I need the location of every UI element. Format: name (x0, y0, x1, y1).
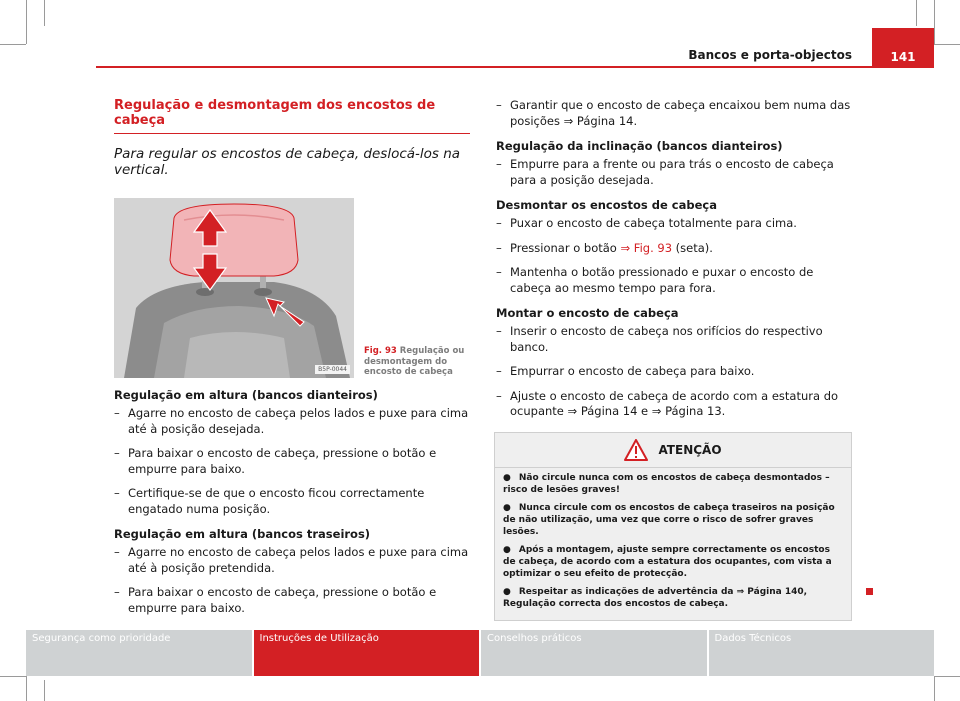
list-item: – Certifique-se de que o encosto ficou correctamente engatado numa posição. (114, 486, 470, 517)
figure-code: B5P-0044 (315, 365, 350, 374)
warning-item-text: Não circule nunca com os encostos de cabeça desmontados – risco de lesões graves! (503, 472, 830, 495)
warning-item (495, 472, 851, 496)
item-text: Pressionar o botão (510, 240, 621, 255)
warning-item (495, 544, 851, 580)
list-item: – Empurrar o encosto de cabeça para baixo. (496, 364, 854, 380)
crop-mark (44, 680, 45, 701)
warning-item-text: Após a montagem, ajuste sempre correctamente os encostos de cabeça, de acordo com a estatura dos ocupantes, com vista a optimizar o seu efeito de protecção. (503, 544, 832, 579)
headrest-illustration (114, 198, 354, 378)
crop-mark (26, 0, 27, 44)
inclination-heading: Regulação da inclinação (bancos dianteiros) (496, 139, 783, 153)
item-text: (seta). (672, 240, 713, 255)
figure-caption (364, 346, 468, 378)
crop-mark (916, 0, 917, 26)
section-end-mark (866, 588, 873, 595)
bullet-icon: ● (503, 586, 511, 597)
figure-headrest (114, 198, 354, 378)
crop-mark (0, 44, 26, 45)
crop-mark (934, 676, 960, 677)
footer-nav (26, 630, 934, 676)
list-item: – Agarre no encosto de cabeça pelos lados e puxe para cima até à posição pretendida. (114, 545, 470, 576)
figure-link[interactable]: ⇒ Fig. 93 (620, 240, 673, 255)
section-title: Regulação e desmontagem dos encostos de cabeça (114, 98, 470, 134)
list-item: – Ajuste o encosto de cabeça de acordo com a estatura do ocupante ⇒ Página 14 e ⇒ Página 13. (496, 389, 854, 420)
front-height-heading: Regulação em altura (bancos dianteiros) (114, 388, 378, 402)
footer-tab-conselhos[interactable]: Conselhos práticos (481, 630, 707, 676)
list-item: – Para baixar o encosto de cabeça, pressione o botão e empurre para baixo. (114, 446, 470, 477)
left-column (114, 98, 470, 625)
bullet-icon: ● (503, 544, 511, 555)
mount-heading: Montar o encosto de cabeça (496, 306, 679, 320)
warning-header (495, 433, 851, 468)
warning-item (495, 502, 851, 538)
footer-tab-dados[interactable]: Dados Técnicos (709, 630, 935, 676)
crop-mark (934, 676, 935, 701)
figure-caption-number: Fig. 93 (364, 346, 397, 357)
header-rule (96, 66, 934, 68)
list-item (496, 241, 854, 257)
right-column (496, 98, 854, 621)
dismount-heading: Desmontar os encostos de cabeça (496, 198, 717, 212)
list-item: – Mantenha o botão pressionado e puxar o encosto de cabeça ao mesmo tempo para fora. (496, 265, 854, 296)
figure-caption-text: Regulação ou desmontagem do encosto de cabeça (364, 346, 465, 378)
warning-item-text: Respeitar as indicações de advertência da ⇒ Página 140, Regulação correcta dos encostos de cabeça. (503, 586, 808, 609)
warning-triangle-icon (624, 439, 648, 461)
bullet-icon: ● (503, 502, 511, 513)
list-item: – Inserir o encosto de cabeça nos orifícios do respectivo banco. (496, 324, 854, 355)
crop-mark (44, 0, 45, 26)
list-item: – Para baixar o encosto de cabeça, pressione o botão e empurre para baixo. (114, 585, 470, 616)
crop-mark (934, 44, 960, 45)
running-header-title: Bancos e porta-objectos (688, 48, 852, 62)
intro-text: Para regular os encostos de cabeça, deslocá-los na vertical. (114, 146, 461, 178)
warning-box (494, 432, 852, 621)
crop-mark (26, 676, 27, 701)
bullet-icon: ● (503, 472, 511, 483)
rear-height-heading: Regulação em altura (bancos traseiros) (114, 527, 371, 541)
footer-tab-instrucoes[interactable]: Instruções de Utilização (254, 630, 480, 676)
page-number: 141 (872, 28, 934, 68)
footer-tab-seguranca[interactable]: Segurança como prioridade (26, 630, 252, 676)
crop-mark (934, 0, 935, 44)
crop-mark (0, 676, 26, 677)
list-item: – Garantir que o encosto de cabeça encaixou bem numa das posições ⇒ Página 14. (496, 98, 854, 129)
list-item: – Empurre para a frente ou para trás o encosto de cabeça para a posição desejada. (496, 157, 854, 188)
warning-item (495, 586, 851, 610)
list-item: – Agarre no encosto de cabeça pelos lados e puxe para cima até à posição desejada. (114, 406, 470, 437)
list-item: – Puxar o encosto de cabeça totalmente para cima. (496, 216, 854, 232)
warning-item-text: Nunca circule com os encostos de cabeça traseiros na posição de não utilização, uma vez que corre o risco de sofrer graves lesões. (503, 502, 835, 537)
figure-row (114, 198, 470, 378)
warning-title: ATENÇÃO (658, 442, 722, 457)
